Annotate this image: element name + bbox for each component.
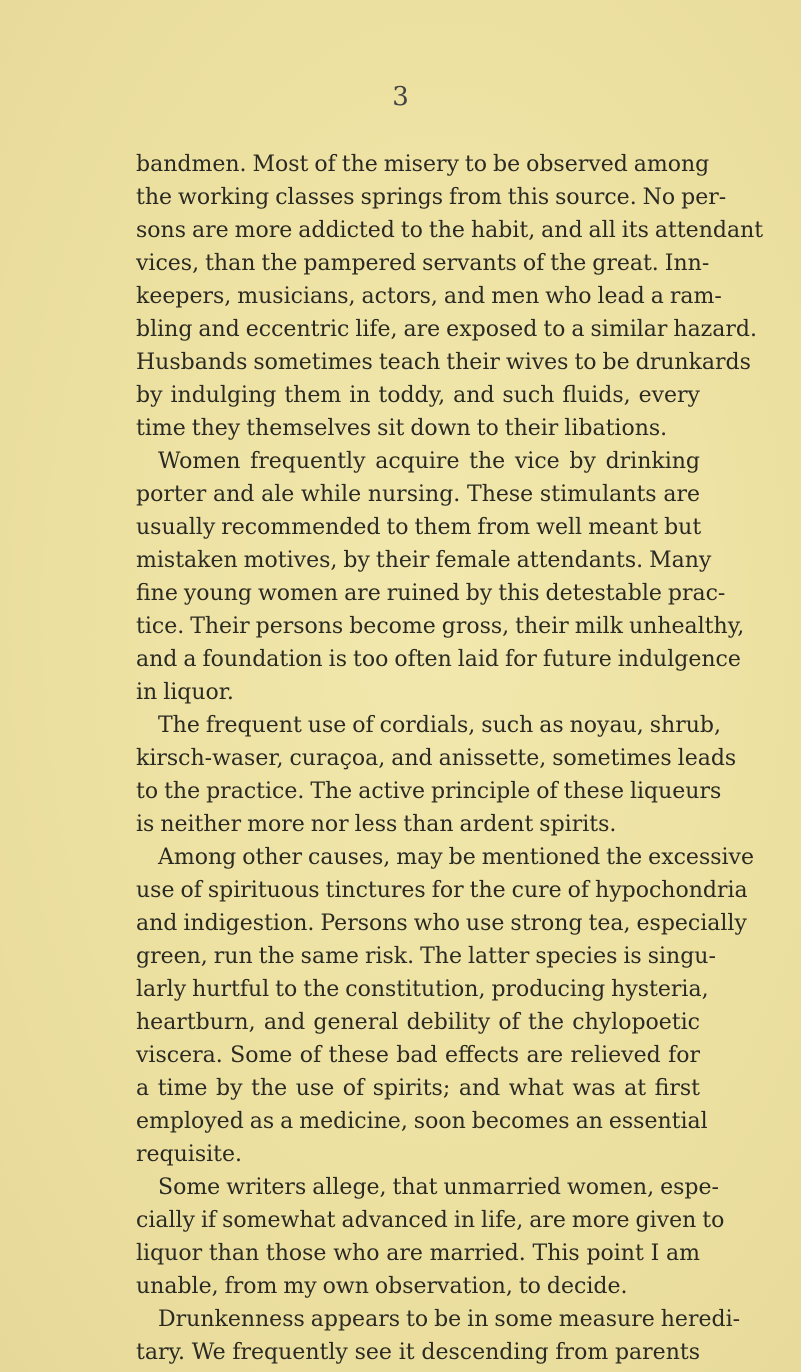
text-line: keepers, musicians, actors, and men who lead a ram- xyxy=(136,284,722,309)
text-line: use of spirituous tinctures for the cure of hypochondria xyxy=(136,878,748,903)
text-line: to the practice. The active principle of these liqueurs xyxy=(136,779,722,804)
text-line: green, run the same risk. The latter species is singu- xyxy=(136,944,716,969)
text-line: in liquor. xyxy=(136,680,234,705)
text-line: unable, from my own observation, to decide. xyxy=(136,1274,628,1299)
text-line: cially if somewhat advanced in life, are more given to xyxy=(136,1208,725,1233)
text-line: and a foundation is too often laid for future indulgence xyxy=(136,647,741,672)
text-line: viscera. Some of these bad effects are relieved for xyxy=(136,1043,700,1068)
text-line: Drunkenness appears to be in some measure heredi- xyxy=(158,1307,741,1332)
text-line: the working classes springs from this source. No per- xyxy=(136,185,727,210)
text-line: kirsch-waser, curaçoa, and anissette, sometimes leads xyxy=(136,746,737,771)
text-line: tice. Their persons become gross, their milk unhealthy, xyxy=(136,614,745,639)
text-line: bandmen. Most of the misery to be observed among xyxy=(136,152,710,177)
text-line: The frequent use of cordials, such as noyau, shrub, xyxy=(158,713,721,738)
text-line: mistaken motives, by their female attendants. Many xyxy=(136,548,712,573)
text-line: sons are more addicted to the habit, and all its attendant xyxy=(136,218,764,243)
text-line: employed as a medicine, soon becomes an essential xyxy=(136,1109,708,1134)
text-line: time they themselves sit down to their libations. xyxy=(136,416,668,441)
text-line: Husbands sometimes teach their wives to be drunkards xyxy=(136,350,751,375)
text-line: liquor than those who are married. This point I am xyxy=(136,1241,700,1266)
text-line: porter and ale while nursing. These stimulants are xyxy=(136,482,700,507)
text-line: heartburn, and general debility of the chylopoetic xyxy=(136,1010,700,1035)
text-line: vices, than the pampered servants of the great. Inn- xyxy=(136,251,710,276)
text-line: Among other causes, may be mentioned the excessive xyxy=(158,845,755,870)
text-line: a time by the use of spirits; and what was at first xyxy=(136,1076,700,1101)
text-line: is neither more nor less than ardent spirits. xyxy=(136,812,617,837)
text-line: bling and eccentric life, are exposed to a similar hazard. xyxy=(136,317,757,342)
page-number: 3 xyxy=(392,82,409,112)
text-line: usually recommended to them from well meant but xyxy=(136,515,702,540)
text-line: tary. We frequently see it descending from parents xyxy=(136,1340,700,1365)
text-line: and indigestion. Persons who use strong tea, especially xyxy=(136,911,747,936)
text-line: requisite. xyxy=(136,1142,243,1167)
text-line: by indulging them in toddy, and such fluids, every xyxy=(136,383,700,408)
text-line: larly hurtful to the constitution, producing hysteria, xyxy=(136,977,709,1002)
body-text xyxy=(136,148,764,1369)
text-line: Women frequently acquire the vice by drinking xyxy=(158,449,700,474)
text-line: fine young women are ruined by this detestable prac- xyxy=(136,581,726,606)
text-line: Some writers allege, that unmarried women, espe- xyxy=(158,1175,719,1200)
